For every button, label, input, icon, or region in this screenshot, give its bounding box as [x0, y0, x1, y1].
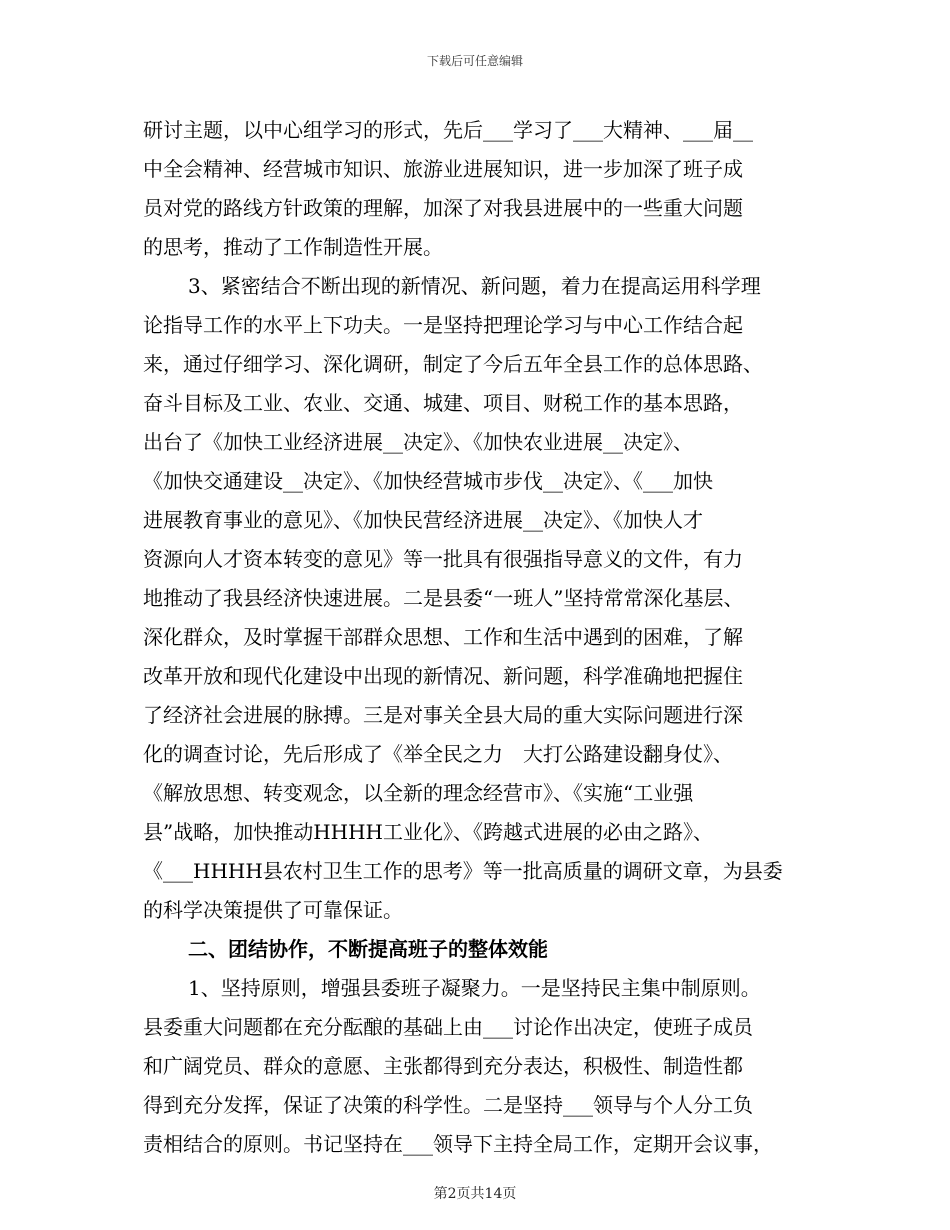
text-line: 《加快交通建设__决定》、《加快经营城市步伐__决定》、《___加快 [143, 469, 713, 493]
text-line: 地推动了我县经济快速进展。二是县委“一班人”坚持常常深化基层、 [143, 586, 744, 610]
text-line: 了经济社会进展的脉搏。三是对事关全县大局的重大实际问题进行深 [143, 703, 743, 727]
paragraph-3-start: 3、紧密结合不断出现的新情况、新问题，着力在提高运用科学理 [188, 274, 761, 298]
text-line: 中全会精神、经营城市知识、旅游业进展知识，进一步加深了班子成 [143, 157, 743, 181]
text-line: 论指导工作的水平上下功夫。一是坚持把理论学习与中心工作结合起 [143, 313, 743, 337]
paragraph-1-start: 1、坚持原则，增强县委班子凝聚力。一是坚持民主集中制原则。 [188, 976, 761, 1000]
text-line: 和广阔党员、群众的意愿、主张都得到充分表达，积极性、制造性都 [143, 1054, 743, 1078]
text-line: 资源向人才资本转变的意见》等一批具有很强指导意义的文件，有力 [143, 547, 743, 571]
text-line: 进展教育事业的意见》、《加快民营经济进展__决定》、《加快人才 [143, 508, 703, 532]
text-line: 责相结合的原则。书记坚持在___领导下主持全局工作，定期开会议事， [143, 1132, 773, 1156]
text-line: 《解放思想、转变观念，以全新的理念经营市》、《实施“工业强 [143, 781, 694, 805]
text-line: 来，通过仔细学习、深化调研，制定了今后五年全县工作的总体思路、 [143, 352, 763, 376]
text-line: 《___HHHH县农村卫生工作的思考》等一批高质量的调研文章，为县委 [143, 859, 783, 883]
text-line: 员对党的路线方针政策的理解，加深了对我县进展中的一些重大问题 [143, 196, 743, 220]
page-header: 下载后可任意编辑 [426, 54, 523, 68]
text-line: 化的调查讨论，先后形成了《举全民之力 大打公路建设翻身仗》、 [143, 742, 733, 766]
page-footer: 第2页共14页 [433, 1186, 517, 1202]
section-heading: 二、团结协作，不断提高班子的整体效能 [188, 937, 548, 961]
text-line: 的思考，推动了工作制造性开展。 [143, 235, 443, 259]
text-line: 出台了《加快工业经济进展__决定》、《加快农业进展__决定》、 [143, 430, 693, 454]
text-line: 深化群众，及时掌握干部群众思想、工作和生活中遇到的困难，了解 [143, 625, 743, 649]
text-line: 县委重大问题都在充分酝酿的基础上由___讨论作出决定，使班子成员 [143, 1015, 753, 1039]
text-line: 改革开放和现代化建设中出现的新情况、新问题，科学准确地把握住 [143, 664, 743, 688]
text-line: 的科学决策提供了可靠保证。 [143, 898, 403, 922]
text-line: 奋斗目标及工业、农业、交通、城建、项目、财税工作的基本思路， [143, 391, 743, 415]
text-line: 研讨主题，以中心组学习的形式，先后___学习了___大精神、___届__ [143, 118, 753, 142]
text-line: 得到充分发挥，保证了决策的科学性。二是坚持___领导与个人分工负 [143, 1093, 753, 1117]
text-line: 县”战略，加快推动HHHH工业化》、《跨越式进展的必由之路》、 [143, 820, 713, 844]
